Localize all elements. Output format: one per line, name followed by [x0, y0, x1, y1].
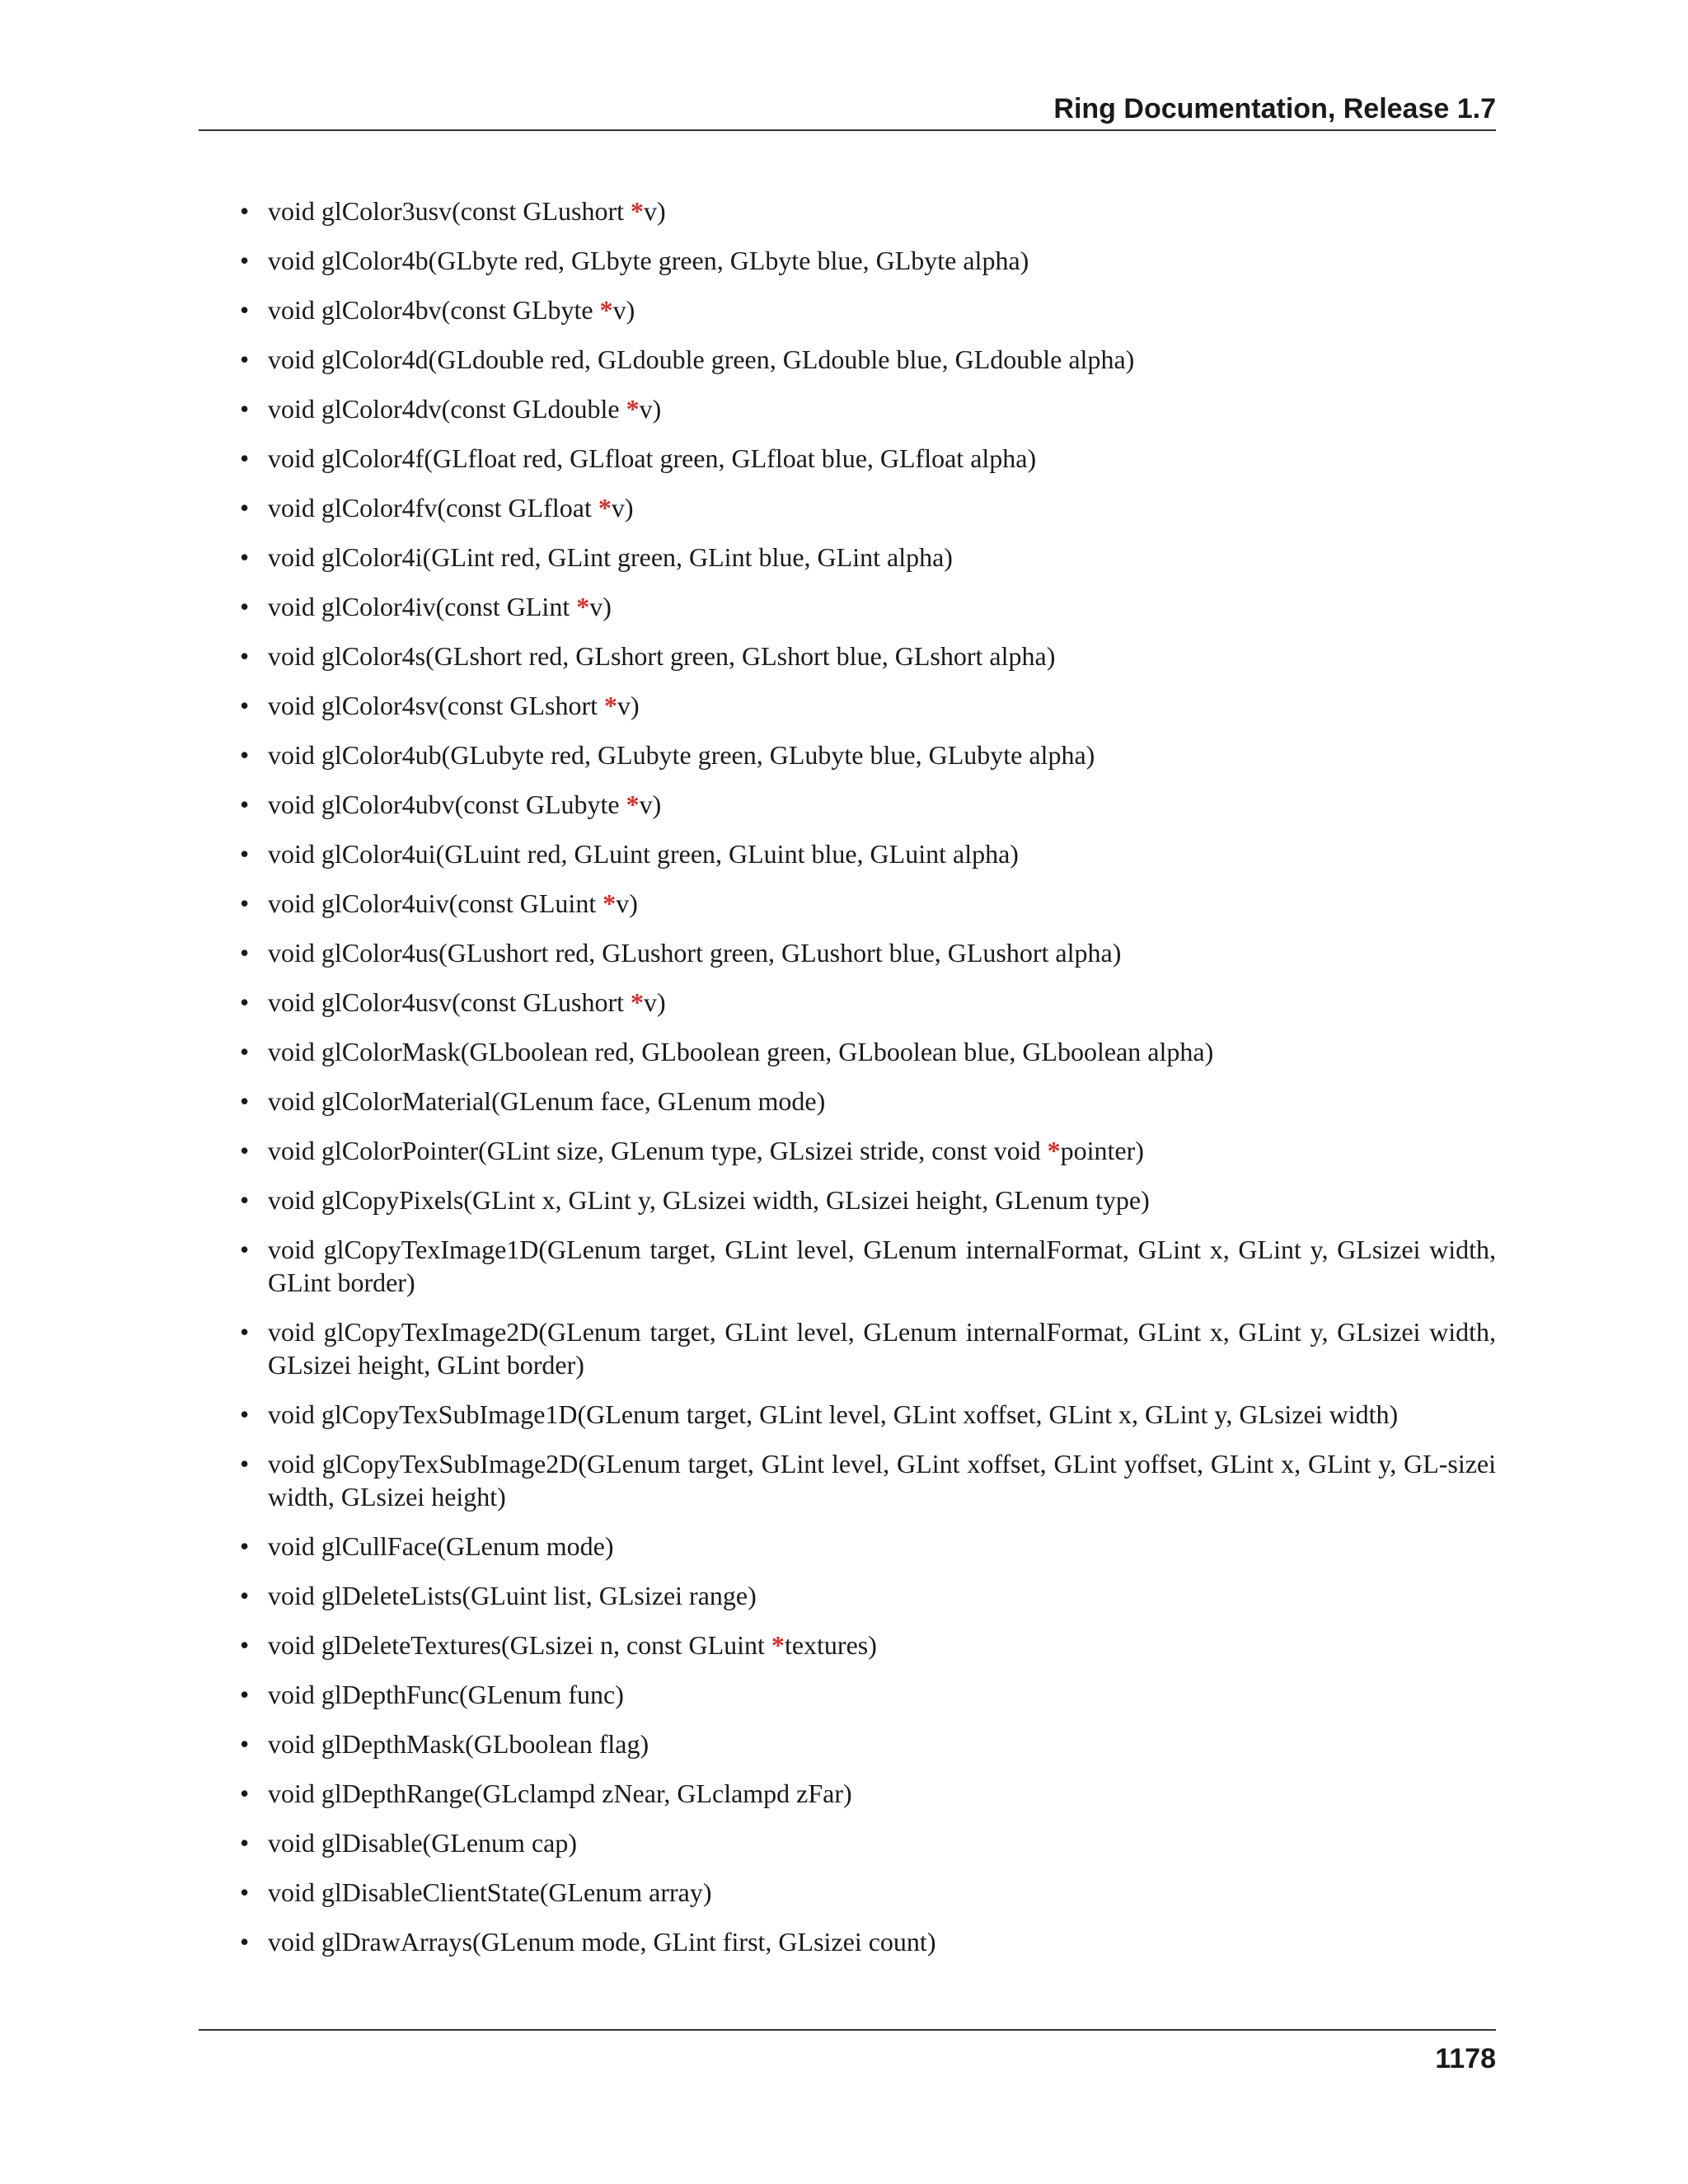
- page-number: 1178: [1435, 2043, 1496, 2074]
- function-signature-item: [199, 1925, 1496, 1958]
- function-signature-item: [199, 442, 1496, 475]
- function-signature-item: [199, 1315, 1496, 1381]
- page-footer: [199, 2029, 1496, 2074]
- signature-text: void glColor4s(GLshort red, GLshort green, GLshort blue, GLshort alpha): [268, 641, 1056, 671]
- signature-text: void glColorPointer(GLint size, GLenum type, GLsizei stride, const void: [268, 1136, 1048, 1165]
- signature-text: void glDeleteTextures(GLsizei n, const GLuint: [268, 1630, 771, 1660]
- signature-text: void glCopyTexSubImage1D(GLenum target, GLint level, GLint xoffset, GLint x, GLint y, GLsizei width): [268, 1399, 1399, 1429]
- signature-text: void glDisableClientState(GLenum array): [268, 1877, 712, 1907]
- signature-text: textures): [784, 1630, 877, 1660]
- signature-text: void glDepthMask(GLboolean flag): [268, 1729, 649, 1759]
- signature-text: void glDisable(GLenum cap): [268, 1828, 577, 1858]
- function-signature-item: [199, 1183, 1496, 1216]
- signature-text: void glCopyTexImage2D(GLenum target, GLint level, GLenum internalFormat, GLint x, GLint y, GLsizei width, GLsizei height, GLint border): [268, 1317, 1496, 1380]
- function-signature-item: [199, 1035, 1496, 1068]
- pointer-asterisk: *: [599, 295, 613, 325]
- function-signature-item: [199, 936, 1496, 969]
- function-signature-item: [199, 1579, 1496, 1612]
- signature-text: v): [589, 592, 612, 621]
- signature-text: void glColor4i(GLint red, GLint green, GLint blue, GLint alpha): [268, 542, 953, 572]
- function-signature-item: [199, 1398, 1496, 1431]
- function-signature-item: [199, 837, 1496, 870]
- function-signature-item: [199, 1447, 1496, 1513]
- signature-text: void glColor4bv(const GLbyte: [268, 295, 600, 325]
- signature-text: v): [643, 196, 666, 226]
- signature-text: v): [639, 394, 662, 424]
- pointer-asterisk: *: [1047, 1136, 1061, 1165]
- signature-text: void glColor4ubv(const GLubyte: [268, 790, 626, 819]
- pointer-asterisk: *: [603, 888, 617, 918]
- signature-text: void glColor4dv(const GLdouble: [268, 394, 626, 424]
- pointer-asterisk: *: [576, 592, 590, 621]
- signature-text: void glColor4ui(GLuint red, GLuint green, GLuint blue, GLuint alpha): [268, 839, 1019, 869]
- function-signature-item: [199, 1134, 1496, 1167]
- pointer-asterisk: *: [626, 790, 640, 819]
- function-signature-item: [199, 640, 1496, 673]
- function-signature-item: [199, 738, 1496, 771]
- function-signature-item: [199, 194, 1496, 227]
- page-content: [199, 194, 1496, 1975]
- signature-text: void glColor4ub(GLubyte red, GLubyte green, GLubyte blue, GLubyte alpha): [268, 740, 1095, 770]
- function-signature-item: [199, 1233, 1496, 1299]
- signature-text: void glColor4iv(const GLint: [268, 592, 577, 621]
- function-signature-item: [199, 541, 1496, 574]
- signature-text: void glColorMaterial(GLenum face, GLenum mode): [268, 1086, 826, 1116]
- signature-text: void glDeleteLists(GLuint list, GLsizei range): [268, 1581, 757, 1610]
- function-signature-item: [199, 491, 1496, 524]
- function-signature-item: [199, 1777, 1496, 1810]
- signature-text: void glCullFace(GLenum mode): [268, 1531, 614, 1561]
- function-signature-item: [199, 343, 1496, 376]
- signature-text: v): [643, 987, 666, 1017]
- pointer-asterisk: *: [630, 196, 644, 226]
- function-signature-list: [199, 194, 1496, 1958]
- signature-text: void glColor4uiv(const GLuint: [268, 888, 603, 918]
- pointer-asterisk: *: [598, 493, 612, 523]
- signature-text: void glColor4us(GLushort red, GLushort green, GLushort blue, GLushort alpha): [268, 938, 1122, 968]
- pointer-asterisk: *: [626, 394, 640, 424]
- function-signature-item: [199, 1876, 1496, 1909]
- signature-text: void glColor4b(GLbyte red, GLbyte green, GLbyte blue, GLbyte alpha): [268, 246, 1029, 275]
- signature-text: void glDepthFunc(GLenum func): [268, 1680, 624, 1709]
- function-signature-item: [199, 244, 1496, 277]
- function-signature-item: [199, 887, 1496, 920]
- signature-text: void glColor4fv(const GLfloat: [268, 493, 598, 523]
- function-signature-item: [199, 689, 1496, 722]
- function-signature-item: [199, 590, 1496, 623]
- signature-text: void glColor4sv(const GLshort: [268, 691, 604, 720]
- page-header: [199, 92, 1496, 131]
- signature-text: void glDrawArrays(GLenum mode, GLint first, GLsizei count): [268, 1927, 936, 1957]
- function-signature-item: [199, 1530, 1496, 1563]
- pointer-asterisk: *: [630, 987, 644, 1017]
- signature-text: void glCopyPixels(GLint x, GLint y, GLsizei width, GLsizei height, GLenum type): [268, 1185, 1150, 1215]
- signature-text: void glColor3usv(const GLushort: [268, 196, 631, 226]
- signature-text: void glColorMask(GLboolean red, GLboolean green, GLboolean blue, GLboolean alpha): [268, 1037, 1214, 1066]
- function-signature-item: [199, 293, 1496, 326]
- function-signature-item: [199, 1826, 1496, 1859]
- function-signature-item: [199, 1085, 1496, 1118]
- signature-text: void glColor4f(GLfloat red, GLfloat green, GLfloat blue, GLfloat alpha): [268, 443, 1037, 473]
- signature-text: void glColor4d(GLdouble red, GLdouble green, GLdouble blue, GLdouble alpha): [268, 344, 1135, 374]
- function-signature-item: [199, 1678, 1496, 1711]
- function-signature-item: [199, 788, 1496, 821]
- signature-text: v): [617, 691, 640, 720]
- function-signature-item: [199, 1727, 1496, 1760]
- function-signature-item: [199, 392, 1496, 425]
- signature-text: void glCopyTexSubImage2D(GLenum target, GLint level, GLint xoffset, GLint yoffset, GLint x, GLint y, GL-sizei width, GLsizei height): [268, 1449, 1496, 1511]
- signature-text: void glColor4usv(const GLushort: [268, 987, 631, 1017]
- document-title: Ring Documentation, Release 1.7: [1053, 93, 1496, 124]
- signature-text: v): [616, 888, 638, 918]
- pointer-asterisk: *: [771, 1630, 785, 1660]
- function-signature-item: [199, 1629, 1496, 1661]
- signature-text: v): [612, 295, 635, 325]
- signature-text: v): [639, 790, 662, 819]
- function-signature-item: [199, 986, 1496, 1019]
- signature-text: v): [611, 493, 634, 523]
- pointer-asterisk: *: [603, 691, 617, 720]
- signature-text: void glDepthRange(GLclampd zNear, GLclampd zFar): [268, 1779, 852, 1808]
- signature-text: pointer): [1060, 1136, 1144, 1165]
- signature-text: void glCopyTexImage1D(GLenum target, GLint level, GLenum internalFormat, GLint x, GLint y, GLsizei width, GLint border): [268, 1235, 1496, 1297]
